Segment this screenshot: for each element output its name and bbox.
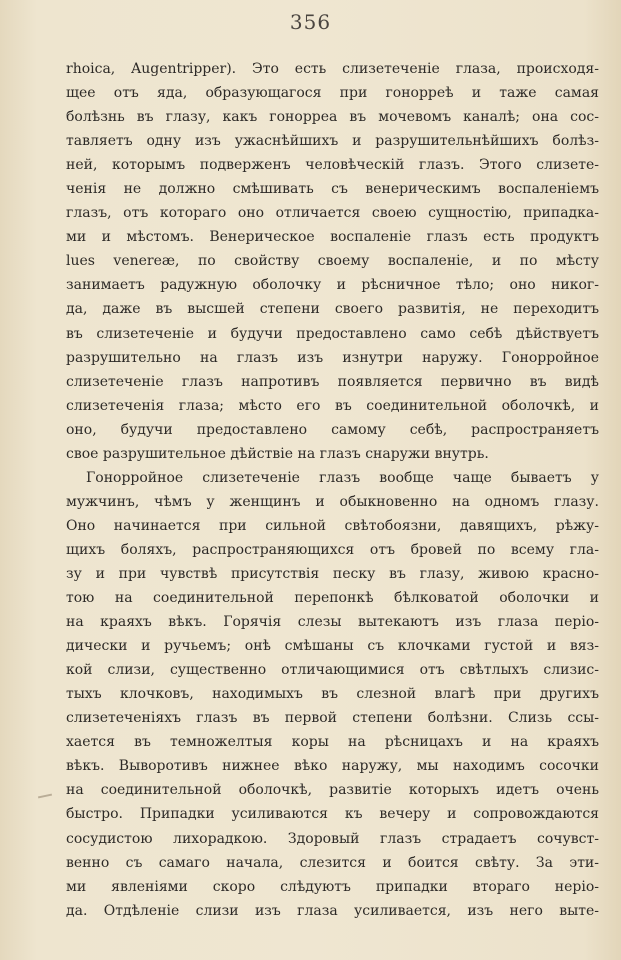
text-line: быстро. Припадки усиливаются къ вечеру и сопровождаются — [66, 806, 599, 823]
text-line: слизетеченія глаза; мѣсто его въ соединительной оболочкѣ, и — [66, 397, 599, 414]
margin-mark — [38, 794, 52, 799]
text-line: да, даже въ высшей степени своего развитія, не переходитъ — [66, 301, 599, 318]
text-line: кой слизи, существенно отличающимися отъ свѣтлыхъ слизис- — [66, 662, 599, 679]
text-line: щее отъ яда, образующагося при гонорреѣ и таже самая — [66, 85, 599, 102]
text-line: щихъ боляхъ, распространяющихся отъ бровей по всему гла- — [66, 541, 599, 558]
body-text — [66, 57, 599, 923]
text-line: ченія не должно смѣшивать съ венерическимъ воспаленіемъ — [66, 181, 599, 198]
text-line: занимаетъ радужную оболочку и рѣсничное тѣло; оно никог- — [66, 277, 599, 294]
text-line: хается въ темножелтыя коры на рѣсницахъ и на краяхъ — [66, 734, 599, 751]
text-line: тою на соединительной перепонкѣ бѣлковатой оболочки и — [66, 590, 599, 607]
text-line: зу и при чувствѣ присутствія песку въ глазу, живою красно- — [66, 565, 599, 582]
text-line: дически и ручьемъ; онѣ смѣшаны съ клочками густой и вяз- — [66, 638, 599, 655]
text-line: мужчинъ, чѣмъ у женщинъ и обыкновенно на одномъ глазу. — [66, 493, 599, 510]
text-line: ми и мѣстомъ. Венерическое воспаленіе глазъ есть продуктъ — [66, 229, 599, 246]
text-line: свое разрушительное дѣйствіе на глазъ снаружи внутрь. — [66, 445, 489, 462]
text-line: тавляетъ одну изъ ужаснѣйшихъ и разрушительнѣйшихъ болѣз- — [66, 133, 599, 150]
text-line: тыхъ клочковъ, находимыхъ въ слезной влагѣ при другихъ — [66, 686, 599, 703]
text-line: Гонорройное слизетеченіе глазъ вообще чаще бываетъ у — [86, 469, 599, 486]
text-line: lues venereæ, по свойству своему воспаленіе, и по мѣсту — [66, 253, 599, 270]
text-line: венно съ самаго начала, слезится и боится свѣту. За эти- — [66, 854, 599, 871]
text-line: на соединительной оболочкѣ, развитіе которыхъ идетъ очень — [66, 782, 599, 799]
text-line: слизетеченіяхъ глазъ въ первой степени болѣзни. Слизь ссы- — [66, 710, 599, 727]
text-line: да. Отдѣленіе слизи изъ глаза усиливается, изъ него выте- — [66, 902, 599, 919]
text-line: rhoica, Augentripper). Это есть слизетеченіе глаза, происходя- — [66, 61, 599, 77]
text-line: разрушительно на глазъ изъ изнутри наружу. Гонорройное — [66, 349, 599, 366]
text-line: ми явленіями скоро слѣдуютъ припадки втораго неріо- — [66, 878, 599, 895]
page-number: 356 — [289, 10, 332, 34]
text-line: Оно начинается при сильной свѣтобоязни, давящихъ, рѣжу- — [66, 517, 599, 534]
text-line: вѣкъ. Выворотивъ нижнее вѣко наружу, мы находимъ сосочки — [66, 758, 599, 775]
text-line: сосудистою лихорадкою. Здоровый глазъ страдаетъ сочувст- — [66, 830, 599, 847]
text-line: въ слизетеченіе и будучи предоставлено само себѣ дѣйствуетъ — [66, 325, 599, 342]
text-line: болѣзнь въ глазу, какъ гонорреа въ мочевомъ каналѣ; она сос- — [66, 109, 599, 126]
text-line: слизетеченіе глазъ напротивъ появляется первично въ видѣ — [66, 373, 599, 390]
paragraph-2 — [66, 466, 599, 923]
text-line: ней, которымъ подверженъ человѣческій глазъ. Этого слизете- — [66, 157, 599, 174]
text-line: на краяхъ вѣкъ. Горячія слезы вытекаютъ изъ глаза періо- — [66, 614, 599, 631]
text-line: оно, будучи предоставлено самому себѣ, распространяетъ — [66, 421, 599, 438]
paragraph-1 — [66, 57, 599, 466]
text-line: глазъ, отъ котораго оно отличается своею сущностію, припадка- — [66, 205, 599, 222]
